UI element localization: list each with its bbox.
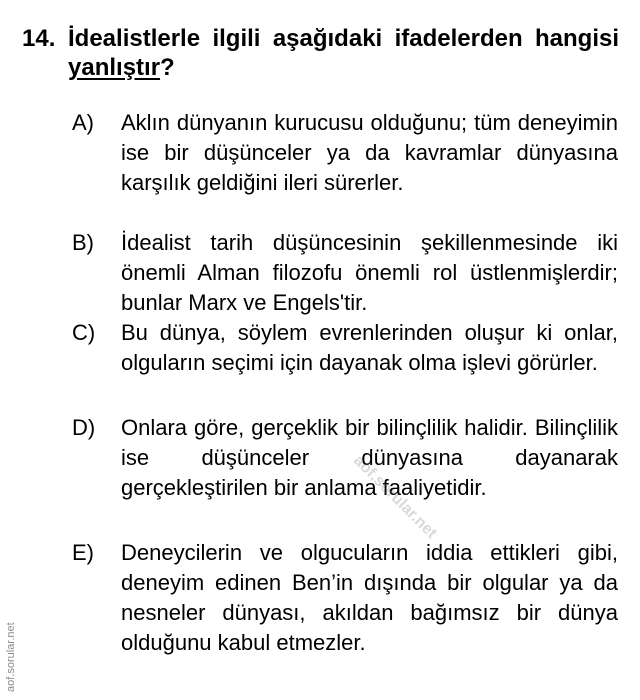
option-text: İdealist tarih düşüncesinin şekillenmesinde iki önemli Alman filozofu önemli rol üstlenmişlerdir; bunlar Marx ve Engels'tir. bbox=[121, 230, 618, 315]
option-letter: D) bbox=[72, 415, 96, 440]
option-text: Aklın dünyanın kurucusu olduğunu; tüm deneyimin ise bir düşünceler ya da kavramlar dünyasına karşılık geldiğini ileri sürerler. bbox=[121, 110, 618, 195]
question-stem-end: ? bbox=[160, 54, 175, 81]
question-stem-emphasis: yanlıştır bbox=[68, 54, 161, 81]
question-stem-text: İdealistlerle ilgili aşağıdaki ifadelerden hangisi bbox=[68, 25, 619, 52]
side-watermark-text: aof.sorular.net bbox=[5, 622, 17, 692]
question-stem bbox=[68, 24, 619, 82]
option-text: Onlara göre, gerçeklik bir bilinçlilik halidir. Bilinçlilik ise düşünceler dünyasına dayanarak gerçekleştirilen bir anlama faaliyetidir. bbox=[121, 415, 618, 500]
side-watermark bbox=[3, 592, 17, 692]
center-watermark: aof.sorular.net bbox=[349, 452, 440, 542]
option-text: Deneycilerin ve olgucuların iddia ettikleri gibi, deneyim edinen Ben’in dışında bir olgular ya da nesneler dünyası, akıldan bağımsız bir dünya olduğunu kabul etmezler. bbox=[121, 540, 618, 655]
option-letter: A) bbox=[72, 110, 94, 135]
option-text: Bu dünya, söylem evrenlerinden oluşur ki onlar, olguların seçimi için dayanak olma işlevi görürler. bbox=[121, 320, 618, 375]
question-number: 14. bbox=[22, 25, 56, 52]
option-letter: C) bbox=[72, 320, 96, 345]
option-letter: B) bbox=[72, 230, 94, 255]
option-letter: E) bbox=[72, 540, 94, 565]
